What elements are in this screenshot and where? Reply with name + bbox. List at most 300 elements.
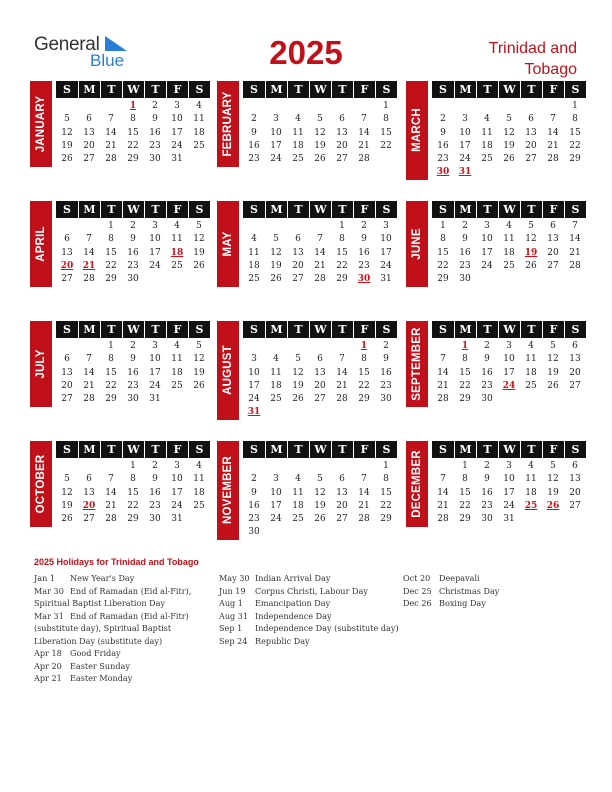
day-cell: 3 [174, 461, 180, 471]
day-cell: 11 [481, 127, 493, 138]
day-cell: 1 [130, 461, 136, 471]
day-cell: 27 [61, 394, 73, 405]
day-cell: 2 [130, 221, 136, 231]
weekday-header [432, 321, 586, 338]
weekday-header [56, 321, 210, 338]
day-cell: 1 [462, 461, 468, 471]
day-grid [432, 340, 586, 406]
holiday-date: Jan 1 [34, 573, 56, 583]
weekday-label: S [564, 321, 586, 338]
day-cell: 12 [193, 234, 205, 245]
day-cell: 28 [314, 274, 326, 285]
day-cell: 16 [481, 367, 493, 378]
day-cell: 3 [251, 354, 257, 365]
weekday-label: T [287, 321, 309, 338]
weekday-label: S [63, 443, 71, 456]
weekday-label: W [498, 441, 520, 458]
day-cell: 26 [193, 260, 205, 271]
day-cell: 20 [83, 140, 95, 151]
day-cell: 30 [459, 274, 471, 285]
day-cell: 18 [481, 140, 493, 151]
day-cell: 12 [314, 127, 326, 138]
day-cell: 1 [383, 101, 389, 111]
day-cell: 20 [314, 380, 326, 391]
weekday-label: M [265, 441, 287, 458]
day-cell: 7 [361, 474, 367, 485]
weekday-label: S [439, 323, 447, 336]
empty-day-cell [100, 460, 122, 473]
weekday-label: M [78, 81, 100, 98]
day-cell: 6 [317, 354, 323, 365]
day-cell: 12 [503, 127, 515, 138]
holiday-item [34, 572, 214, 585]
day-cell: 4 [273, 354, 279, 365]
day-cell: 21 [336, 380, 348, 391]
weekday-label: F [166, 441, 188, 458]
empty-day-cell [476, 100, 498, 113]
day-cell: 23 [127, 380, 139, 391]
holiday-item [403, 597, 573, 610]
day-cell: 11 [503, 234, 515, 245]
day-cell: 29 [459, 514, 471, 525]
calendar-year: 2025 [269, 34, 343, 71]
day-cell: 8 [108, 354, 114, 365]
weekday-header [243, 441, 397, 458]
holiday-item [219, 572, 399, 585]
day-cell: 22 [380, 140, 392, 151]
day-cell: 15 [127, 487, 139, 498]
weekday-label: S [188, 321, 210, 338]
day-cell: 24 [171, 500, 183, 511]
month-label-bar [406, 441, 428, 527]
empty-day-cell [432, 340, 454, 353]
day-cell: 16 [481, 487, 493, 498]
day-cell: 2 [484, 341, 490, 351]
day-cell: 2 [440, 114, 446, 125]
day-cell: 9 [152, 474, 158, 485]
weekday-header [56, 81, 210, 98]
day-cell: 22 [127, 140, 139, 151]
holiday-day-cell: 24 [502, 380, 516, 391]
day-cell: 13 [83, 127, 95, 138]
weekday-label: S [63, 203, 71, 216]
day-cell: 27 [61, 274, 73, 285]
empty-day-cell [353, 100, 375, 113]
day-cell: 22 [569, 140, 581, 151]
day-cell: 20 [547, 247, 559, 258]
empty-day-cell [309, 100, 331, 113]
weekday-label: S [188, 441, 210, 458]
weekday-label: F [166, 81, 188, 98]
empty-day-cell [56, 460, 78, 473]
day-cell: 4 [196, 101, 202, 111]
weekday-label: F [353, 441, 375, 458]
holiday-column [34, 572, 214, 685]
day-cell: 9 [361, 234, 367, 245]
weekday-label: W [309, 441, 331, 458]
day-cell: 24 [270, 154, 282, 165]
day-cell: 24 [459, 154, 471, 165]
holiday-column [219, 572, 399, 647]
day-grid [243, 340, 397, 420]
holiday-item [219, 610, 399, 623]
weekday-label: T [144, 321, 166, 338]
day-cell: 30 [127, 274, 139, 285]
holiday-item [34, 660, 214, 673]
day-cell: 22 [380, 500, 392, 511]
weekday-label: S [63, 83, 71, 96]
day-cell: 11 [171, 354, 183, 365]
day-cell: 11 [193, 474, 205, 485]
day-cell: 6 [339, 114, 345, 125]
day-cell: 29 [437, 274, 449, 285]
holiday-name: Boxing Day [439, 598, 486, 608]
day-cell: 4 [528, 341, 534, 351]
day-cell: 13 [569, 354, 581, 365]
day-cell: 28 [358, 514, 370, 525]
weekday-label: S [250, 203, 258, 216]
day-cell: 21 [569, 247, 581, 258]
day-cell: 28 [105, 154, 117, 165]
day-cell: 2 [152, 101, 158, 111]
weekday-label: F [166, 321, 188, 338]
day-cell: 5 [196, 341, 202, 351]
day-grid [56, 460, 210, 526]
weekday-label: S [564, 441, 586, 458]
holiday-item [219, 622, 399, 635]
holidays-title: 2025 Holidays for Trinidad and Tobago [34, 557, 199, 567]
day-cell: 14 [83, 247, 95, 258]
day-cell: 20 [336, 140, 348, 151]
month-label-bar [30, 201, 52, 287]
day-cell: 9 [484, 354, 490, 365]
day-cell: 5 [550, 461, 556, 471]
day-cell: 22 [105, 260, 117, 271]
day-cell: 28 [83, 274, 95, 285]
empty-day-cell [331, 100, 353, 113]
day-cell: 23 [127, 260, 139, 271]
day-cell: 16 [358, 247, 370, 258]
day-cell: 26 [193, 380, 205, 391]
weekday-label: S [564, 81, 586, 98]
holiday-date: Aug 1 [219, 598, 243, 608]
day-cell: 22 [437, 260, 449, 271]
day-cell: 5 [317, 474, 323, 485]
day-cell: 20 [569, 487, 581, 498]
holiday-name: New Year's Day [70, 573, 135, 583]
empty-day-cell [265, 220, 287, 233]
weekday-label: F [542, 441, 564, 458]
weekday-label: W [122, 201, 144, 218]
day-cell: 4 [484, 114, 490, 125]
day-cell: 9 [484, 474, 490, 485]
day-cell: 6 [86, 474, 92, 485]
day-cell: 8 [440, 234, 446, 245]
day-cell: 29 [127, 154, 139, 165]
weekday-label: T [476, 441, 498, 458]
day-cell: 17 [270, 140, 282, 151]
day-cell: 7 [550, 114, 556, 125]
holiday-name: Good Friday [70, 648, 121, 658]
day-cell: 7 [339, 354, 345, 365]
day-cell: 26 [525, 260, 537, 271]
day-cell: 27 [525, 154, 537, 165]
weekday-label: T [100, 201, 122, 218]
weekday-label: W [498, 321, 520, 338]
day-cell: 6 [550, 221, 556, 231]
month-label-bar [217, 81, 239, 167]
empty-day-cell [287, 100, 309, 113]
day-cell: 25 [193, 140, 205, 151]
day-cell: 23 [248, 154, 260, 165]
empty-day-cell [265, 460, 287, 473]
day-cell: 19 [270, 260, 282, 271]
weekday-label: M [265, 201, 287, 218]
empty-day-cell [353, 460, 375, 473]
day-cell: 9 [440, 127, 446, 138]
holiday-name: Indian Arrival Day [255, 573, 331, 583]
day-cell: 2 [361, 221, 367, 231]
weekday-label: T [331, 201, 353, 218]
day-cell: 9 [462, 234, 468, 245]
day-cell: 27 [547, 260, 559, 271]
day-cell: 16 [380, 367, 392, 378]
day-cell: 18 [292, 140, 304, 151]
day-cell: 23 [481, 500, 493, 511]
weekday-header [243, 321, 397, 338]
day-cell: 11 [193, 114, 205, 125]
holiday-item [403, 572, 573, 585]
month-name: NOVEMBER [222, 456, 234, 525]
month-name: OCTOBER [35, 454, 47, 514]
day-cell: 17 [149, 367, 161, 378]
day-cell: 10 [503, 354, 515, 365]
month-name: FEBRUARY [222, 91, 234, 157]
day-cell: 26 [61, 154, 73, 165]
day-cell: 20 [525, 140, 537, 151]
holiday-name: End of Ramadan (Eid al-Fitr) (substitute day), Spiritual Baptist Liberation Day (substitute day) [34, 610, 189, 646]
month-name: APRIL [35, 226, 47, 262]
day-cell: 10 [248, 367, 260, 378]
day-cell: 18 [193, 487, 205, 498]
weekday-label: S [250, 323, 258, 336]
holiday-date: Mar 31 [34, 610, 64, 621]
day-cell: 21 [437, 380, 449, 391]
weekday-header [56, 201, 210, 218]
day-cell: 19 [292, 380, 304, 391]
day-cell: 12 [61, 487, 73, 498]
weekday-label: S [439, 203, 447, 216]
empty-day-cell [100, 100, 122, 113]
country-line-1: Trinidad and [488, 40, 577, 57]
day-cell: 7 [108, 114, 114, 125]
day-cell: 23 [358, 260, 370, 271]
holiday-name: Deepavali [439, 573, 480, 583]
day-cell: 9 [251, 127, 257, 138]
day-cell: 21 [105, 140, 117, 151]
weekday-label: T [287, 441, 309, 458]
day-cell: 8 [130, 474, 136, 485]
day-cell: 5 [528, 221, 534, 231]
day-cell: 14 [358, 127, 370, 138]
holiday-day-cell: 20 [60, 260, 74, 271]
empty-day-cell [309, 220, 331, 233]
holiday-day-cell: 25 [524, 500, 538, 511]
holiday-date: Oct 20 [403, 573, 431, 583]
day-cell: 16 [149, 487, 161, 498]
day-cell: 24 [171, 140, 183, 151]
day-cell: 13 [83, 487, 95, 498]
holiday-day-cell: 30 [436, 167, 450, 178]
weekday-label: S [188, 201, 210, 218]
weekday-label: W [309, 321, 331, 338]
day-cell: 21 [437, 500, 449, 511]
day-cell: 24 [149, 260, 161, 271]
day-cell: 6 [572, 341, 578, 351]
day-cell: 16 [149, 127, 161, 138]
day-cell: 27 [83, 154, 95, 165]
day-cell: 22 [358, 380, 370, 391]
holiday-name: Corpus Christi, Labour Day [255, 585, 368, 596]
day-cell: 9 [152, 114, 158, 125]
day-cell: 24 [503, 500, 515, 511]
day-cell: 26 [292, 394, 304, 405]
day-cell: 18 [193, 127, 205, 138]
weekday-header [243, 81, 397, 98]
holiday-day-cell: 19 [524, 247, 538, 258]
month-name: JANUARY [35, 95, 47, 153]
day-cell: 16 [127, 367, 139, 378]
holiday-date: Apr 18 [34, 648, 62, 658]
weekday-label: W [122, 321, 144, 338]
weekday-label: T [100, 441, 122, 458]
weekday-label: S [250, 83, 258, 96]
day-cell: 5 [550, 341, 556, 351]
day-cell: 14 [314, 247, 326, 258]
day-cell: 12 [61, 127, 73, 138]
holiday-date: Apr 21 [34, 673, 62, 683]
day-cell: 11 [292, 487, 304, 498]
day-cell: 15 [569, 127, 581, 138]
day-cell: 6 [339, 474, 345, 485]
day-cell: 13 [547, 234, 559, 245]
day-cell: 28 [83, 394, 95, 405]
day-cell: 19 [314, 140, 326, 151]
day-cell: 11 [525, 474, 537, 485]
day-cell: 24 [270, 514, 282, 525]
weekday-label: T [520, 81, 542, 98]
day-cell: 30 [481, 514, 493, 525]
holiday-day-cell: 31 [247, 407, 261, 418]
day-cell: 22 [459, 380, 471, 391]
day-cell: 2 [130, 341, 136, 351]
holiday-name: Emancipation Day [255, 598, 331, 608]
holiday-date: Mar 30 [34, 585, 64, 596]
day-cell: 10 [270, 487, 282, 498]
day-cell: 18 [525, 367, 537, 378]
day-cell: 5 [317, 114, 323, 125]
day-cell: 19 [61, 500, 73, 511]
day-cell: 12 [270, 247, 282, 258]
day-cell: 14 [358, 487, 370, 498]
day-cell: 15 [105, 247, 117, 258]
day-cell: 10 [459, 127, 471, 138]
day-cell: 12 [525, 234, 537, 245]
day-cell: 3 [174, 101, 180, 111]
day-cell: 25 [171, 260, 183, 271]
day-cell: 6 [64, 354, 70, 365]
empty-day-cell [78, 340, 100, 353]
day-cell: 6 [86, 114, 92, 125]
day-cell: 5 [64, 474, 70, 485]
day-cell: 16 [248, 140, 260, 151]
weekday-label: F [542, 321, 564, 338]
day-cell: 28 [358, 154, 370, 165]
day-cell: 29 [358, 394, 370, 405]
day-cell: 30 [380, 394, 392, 405]
day-cell: 1 [108, 341, 114, 351]
empty-day-cell [454, 100, 476, 113]
month-label-bar [406, 321, 428, 407]
day-cell: 4 [174, 341, 180, 351]
day-cell: 3 [273, 474, 279, 485]
day-cell: 15 [459, 367, 471, 378]
weekday-header [432, 441, 586, 458]
day-cell: 15 [336, 247, 348, 258]
empty-day-cell [287, 460, 309, 473]
day-cell: 27 [292, 274, 304, 285]
day-cell: 21 [105, 500, 117, 511]
day-cell: 1 [108, 221, 114, 231]
holiday-date: May 30 [219, 573, 250, 583]
day-cell: 4 [251, 234, 257, 245]
day-cell: 13 [61, 247, 73, 258]
weekday-label: T [100, 321, 122, 338]
day-cell: 27 [314, 394, 326, 405]
day-cell: 31 [149, 394, 161, 405]
day-cell: 3 [506, 341, 512, 351]
day-cell: 24 [481, 260, 493, 271]
day-cell: 18 [503, 247, 515, 258]
day-cell: 19 [547, 487, 559, 498]
day-cell: 1 [383, 461, 389, 471]
day-cell: 5 [295, 354, 301, 365]
day-cell: 31 [171, 514, 183, 525]
day-cell: 25 [292, 514, 304, 525]
holiday-item [34, 585, 214, 610]
holiday-date: Dec 25 [403, 585, 432, 596]
day-cell: 13 [336, 487, 348, 498]
day-cell: 22 [127, 500, 139, 511]
day-grid [432, 100, 586, 180]
weekday-label: T [476, 201, 498, 218]
day-grid [243, 460, 397, 540]
day-cell: 15 [437, 247, 449, 258]
day-cell: 29 [127, 514, 139, 525]
day-cell: 2 [152, 461, 158, 471]
day-cell: 2 [251, 474, 257, 485]
weekday-label: T [520, 321, 542, 338]
logo-word-blue: Blue [90, 51, 125, 70]
country-line-2: Tobago [524, 61, 577, 78]
day-cell: 12 [292, 367, 304, 378]
day-cell: 1 [339, 221, 345, 231]
day-cell: 14 [547, 127, 559, 138]
day-cell: 14 [569, 234, 581, 245]
day-cell: 13 [336, 127, 348, 138]
day-cell: 5 [196, 221, 202, 231]
day-cell: 3 [462, 114, 468, 125]
